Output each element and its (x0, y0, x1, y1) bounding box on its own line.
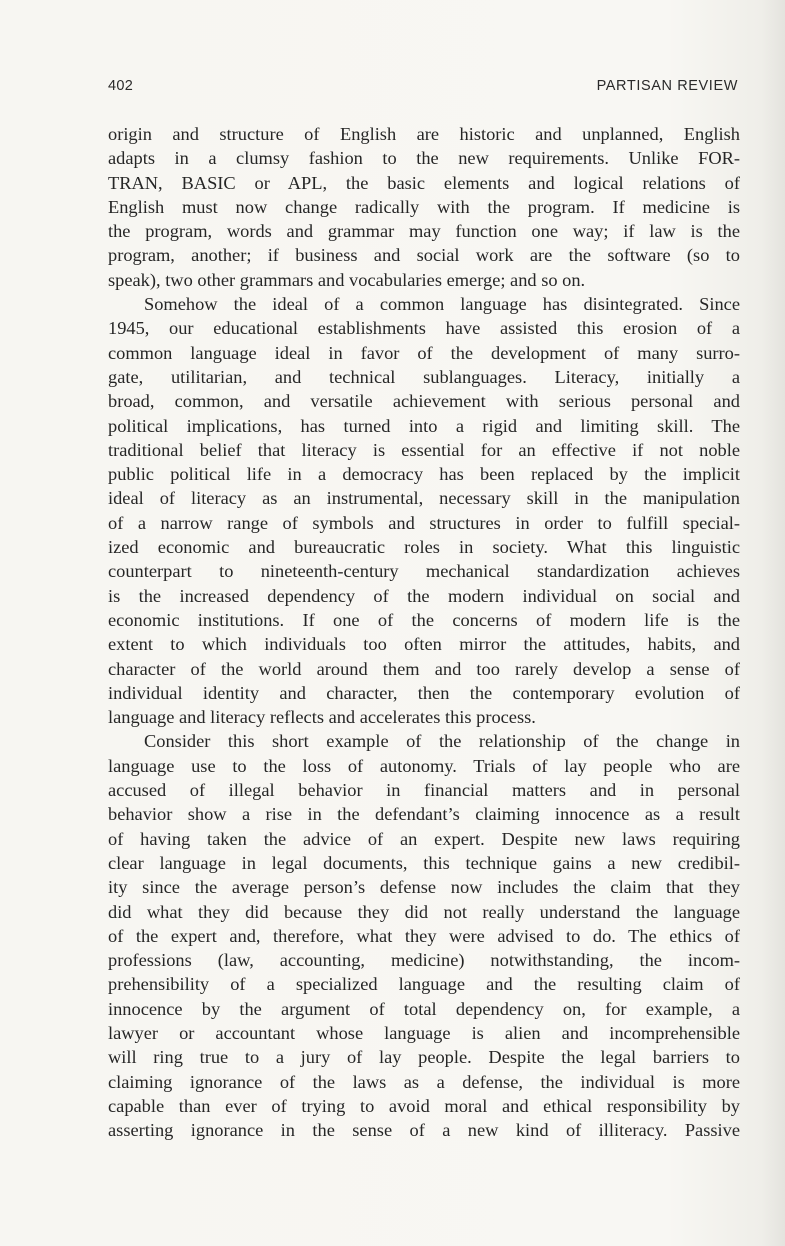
text-line: is the increased dependency of the modern individual on social and (108, 585, 740, 606)
text-line: clear language in legal documents, this technique gains a new credibil- (108, 852, 740, 873)
text-line: of a narrow range of symbols and structures in order to fulfill special- (108, 512, 740, 533)
text-line: adapts in a clumsy fashion to the new requirements. Unlike FOR- (108, 148, 740, 169)
text-line: of having taken the advice of an expert. Despite new laws requiring (108, 828, 740, 849)
text-line: the program, words and grammar may function one way; if law is the (108, 221, 740, 242)
body-text (108, 122, 740, 1142)
text-line: public political life in a democracy has been replaced by the implicit (108, 464, 740, 485)
text-line: will ring true to a jury of lay people. Despite the legal barriers to (108, 1047, 740, 1068)
text-line: extent to which individuals too often mirror the attitudes, habits, and (108, 634, 740, 655)
text-line: gate, utilitarian, and technical sublanguages. Literacy, initially a (108, 366, 740, 387)
text-line: political implications, has turned into a rigid and limiting skill. The (108, 415, 740, 436)
text-line: program, another; if business and social work are the software (so to (108, 245, 740, 266)
text-line: claiming ignorance of the laws as a defense, the individual is more (108, 1071, 740, 1092)
text-line: individual identity and character, then the contemporary evolution of (108, 682, 740, 703)
text-line: English must now change radically with the program. If medicine is (108, 196, 740, 217)
text-line: accused of illegal behavior in financial matters and in personal (108, 780, 740, 801)
text-line: professions (law, accounting, medicine) notwithstanding, the incom- (108, 950, 740, 971)
text-line: did what they did because they did not really understand the language (108, 901, 740, 922)
text-line: behavior show a rise in the defendant’s claiming innocence as a result (108, 804, 740, 825)
text-line: lawyer or accountant whose language is alien and incomprehensible (108, 1022, 740, 1043)
text-line: origin and structure of English are historic and unplanned, English (108, 124, 740, 144)
text-line: economic institutions. If one of the concerns of modern life is the (108, 609, 740, 630)
text-line: language and literacy reflects and accelerates this process. (108, 707, 536, 728)
text-line: language use to the loss of autonomy. Trials of lay people who are (108, 755, 740, 776)
text-line: ized economic and bureaucratic roles in society. What this linguistic (108, 537, 740, 558)
text-line: 1945, our educational establishments have assisted this erosion of a (108, 318, 740, 339)
text-line: broad, common, and versatile achievement with serious personal and (108, 391, 740, 412)
journal-title: PARTISAN REVIEW (596, 78, 738, 94)
text-line: traditional belief that literacy is essential for an effective if not noble (108, 439, 740, 460)
text-line: prehensibility of a specialized language and the resulting claim of (108, 974, 740, 995)
text-line: common language ideal in favor of the development of many surro- (108, 342, 740, 363)
page-number: 402 (108, 78, 134, 94)
text-line: speak), two other grammars and vocabularies emerge; and so on. (108, 269, 586, 290)
text-line: innocence by the argument of total dependency on, for example, a (108, 998, 740, 1019)
text-line: counterpart to nineteenth-century mechanical standardization achieves (108, 561, 740, 582)
text-line: asserting ignorance in the sense of a new kind of illiteracy. Passive (108, 1120, 740, 1141)
text-line: character of the world around them and too rarely develop a sense of (108, 658, 740, 679)
running-head (108, 78, 738, 100)
paragraph-first-line: Consider this short example of the relationship of the change in (144, 731, 740, 752)
text-line: capable than ever of trying to avoid moral and ethical responsibility by (108, 1095, 740, 1116)
text-line: of the expert and, therefore, what they were advised to do. The ethics of (108, 925, 740, 946)
paragraph-first-line: Somehow the ideal of a common language has disintegrated. Since (144, 294, 740, 315)
text-line: ideal of literacy as an instrumental, necessary skill in the manipulation (108, 488, 740, 509)
text-line: ity since the average person’s defense now includes the claim that they (108, 877, 740, 898)
text-line: TRAN, BASIC or APL, the basic elements and logical relations of (108, 172, 740, 193)
